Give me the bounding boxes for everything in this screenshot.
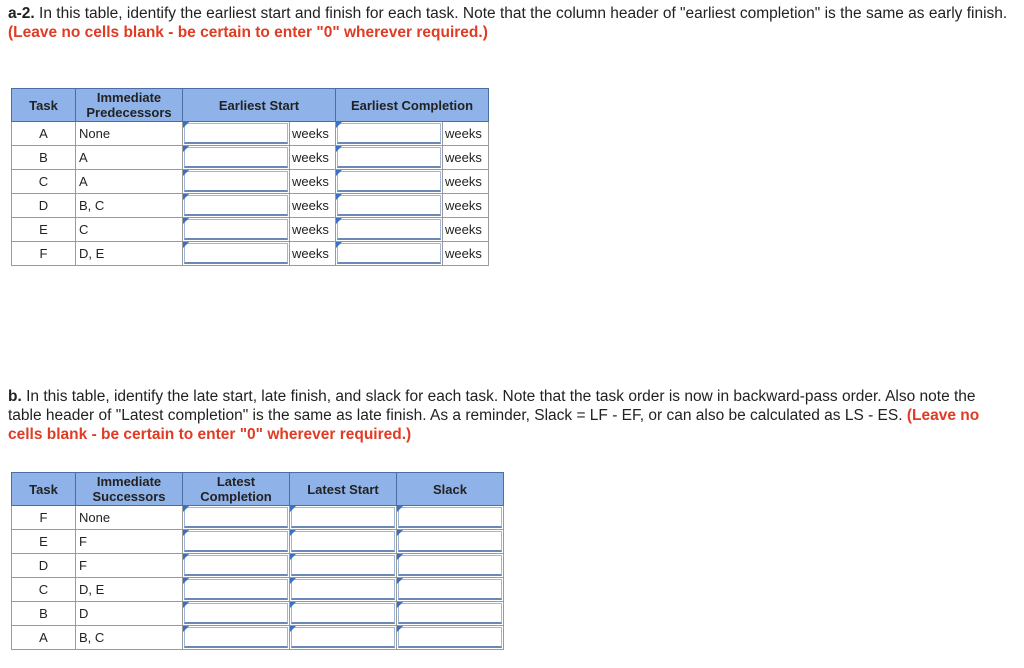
latest-start-cell bbox=[290, 554, 397, 578]
table-row bbox=[12, 218, 489, 242]
question-a2-label: a-2. bbox=[8, 5, 35, 22]
latest-times-table bbox=[11, 472, 504, 650]
unit-label: weeks bbox=[290, 122, 336, 146]
answer-marker-icon bbox=[183, 506, 189, 512]
slack-input[interactable] bbox=[398, 507, 502, 528]
table-row bbox=[12, 626, 504, 650]
header-immediate-predecessors: Immediate Predecessors bbox=[76, 89, 183, 122]
task-cell: B bbox=[12, 602, 76, 626]
earliest-start-cell bbox=[183, 242, 290, 266]
task-cell: F bbox=[12, 506, 76, 530]
task-cell: A bbox=[12, 626, 76, 650]
latest-start-input[interactable] bbox=[291, 579, 395, 600]
table-b-header-row bbox=[12, 473, 504, 506]
question-b-label: b. bbox=[8, 388, 22, 405]
slack-input[interactable] bbox=[398, 531, 502, 552]
answer-marker-icon bbox=[290, 530, 296, 536]
latest-start-input[interactable] bbox=[291, 555, 395, 576]
unit-label: weeks bbox=[443, 122, 489, 146]
latest-completion-input[interactable] bbox=[184, 531, 288, 552]
header-earliest-completion: Earliest Completion bbox=[336, 89, 489, 122]
task-cell: D bbox=[12, 554, 76, 578]
slack-cell bbox=[397, 530, 504, 554]
table-a-header-row bbox=[12, 89, 489, 122]
answer-marker-icon bbox=[290, 602, 296, 608]
question-b-warning: (Leave no cells blank - be certain to enter "0" wherever required.) bbox=[8, 407, 980, 443]
latest-completion-cell bbox=[183, 626, 290, 650]
earliest-times-table bbox=[11, 88, 489, 266]
unit-label: weeks bbox=[443, 242, 489, 266]
answer-marker-icon bbox=[183, 554, 189, 560]
unit-label: weeks bbox=[290, 170, 336, 194]
slack-input[interactable] bbox=[398, 603, 502, 624]
answer-marker-icon bbox=[336, 242, 342, 248]
answer-marker-icon bbox=[397, 626, 403, 632]
slack-input[interactable] bbox=[398, 627, 502, 648]
task-cell: E bbox=[12, 218, 76, 242]
earliest-start-input[interactable] bbox=[184, 147, 288, 168]
unit-label: weeks bbox=[443, 170, 489, 194]
table-row bbox=[12, 194, 489, 218]
latest-completion-cell bbox=[183, 530, 290, 554]
answer-marker-icon bbox=[183, 602, 189, 608]
answer-marker-icon bbox=[397, 506, 403, 512]
answer-marker-icon bbox=[397, 554, 403, 560]
task-cell: E bbox=[12, 530, 76, 554]
latest-completion-cell bbox=[183, 602, 290, 626]
latest-start-input[interactable] bbox=[291, 603, 395, 624]
answer-marker-icon bbox=[183, 242, 189, 248]
task-cell: F bbox=[12, 242, 76, 266]
successors-cell: B, C bbox=[76, 626, 183, 650]
answer-marker-icon bbox=[183, 170, 189, 176]
slack-input[interactable] bbox=[398, 579, 502, 600]
answer-marker-icon bbox=[290, 626, 296, 632]
slack-cell bbox=[397, 578, 504, 602]
header-earliest-start: Earliest Start bbox=[183, 89, 336, 122]
table-row bbox=[12, 122, 489, 146]
earliest-completion-cell bbox=[336, 218, 443, 242]
unit-label: weeks bbox=[443, 146, 489, 170]
table-row bbox=[12, 506, 504, 530]
slack-input[interactable] bbox=[398, 555, 502, 576]
earliest-completion-cell bbox=[336, 146, 443, 170]
answer-marker-icon bbox=[183, 530, 189, 536]
earliest-completion-cell bbox=[336, 170, 443, 194]
slack-cell bbox=[397, 626, 504, 650]
latest-completion-input[interactable] bbox=[184, 603, 288, 624]
predecessors-cell: None bbox=[76, 122, 183, 146]
table-row bbox=[12, 554, 504, 578]
answer-marker-icon bbox=[290, 506, 296, 512]
slack-cell bbox=[397, 506, 504, 530]
answer-marker-icon bbox=[397, 530, 403, 536]
earliest-completion-cell bbox=[336, 122, 443, 146]
earliest-completion-input[interactable] bbox=[337, 195, 441, 216]
earliest-start-cell bbox=[183, 170, 290, 194]
question-a2-warning: (Leave no cells blank - be certain to enter "0" wherever required.) bbox=[8, 24, 488, 41]
latest-completion-cell bbox=[183, 506, 290, 530]
successors-cell: F bbox=[76, 530, 183, 554]
earliest-completion-cell bbox=[336, 194, 443, 218]
table-row bbox=[12, 242, 489, 266]
latest-start-cell bbox=[290, 506, 397, 530]
header-slack: Slack bbox=[397, 473, 504, 506]
earliest-start-input[interactable] bbox=[184, 219, 288, 240]
header-latest-completion: Latest Completion bbox=[183, 473, 290, 506]
slack-cell bbox=[397, 554, 504, 578]
earliest-start-cell bbox=[183, 146, 290, 170]
earliest-completion-input[interactable] bbox=[337, 219, 441, 240]
unit-label: weeks bbox=[443, 218, 489, 242]
question-a2-text: In this table, identify the earliest start and finish for each task. Note that the column header of "earliest completion" is the same as early finish. bbox=[39, 5, 1008, 22]
answer-marker-icon bbox=[183, 626, 189, 632]
table-row bbox=[12, 578, 504, 602]
answer-marker-icon bbox=[290, 554, 296, 560]
table-row bbox=[12, 170, 489, 194]
predecessors-cell: A bbox=[76, 146, 183, 170]
earliest-start-input[interactable] bbox=[184, 243, 288, 264]
unit-label: weeks bbox=[290, 146, 336, 170]
earliest-start-input[interactable] bbox=[184, 195, 288, 216]
earliest-start-input[interactable] bbox=[184, 171, 288, 192]
latest-completion-input[interactable] bbox=[184, 555, 288, 576]
answer-marker-icon bbox=[183, 194, 189, 200]
latest-completion-cell bbox=[183, 554, 290, 578]
earliest-completion-input[interactable] bbox=[337, 171, 441, 192]
task-cell: B bbox=[12, 146, 76, 170]
question-a2 bbox=[8, 4, 1013, 42]
table-row bbox=[12, 146, 489, 170]
table-row bbox=[12, 530, 504, 554]
latest-completion-input[interactable] bbox=[184, 507, 288, 528]
latest-start-input[interactable] bbox=[291, 531, 395, 552]
task-cell: C bbox=[12, 170, 76, 194]
unit-label: weeks bbox=[290, 194, 336, 218]
unit-label: weeks bbox=[290, 218, 336, 242]
predecessors-cell: D, E bbox=[76, 242, 183, 266]
successors-cell: F bbox=[76, 554, 183, 578]
question-b bbox=[8, 387, 1013, 444]
successors-cell: D bbox=[76, 602, 183, 626]
latest-start-cell bbox=[290, 530, 397, 554]
task-cell: A bbox=[12, 122, 76, 146]
answer-marker-icon bbox=[183, 218, 189, 224]
answer-marker-icon bbox=[183, 122, 189, 128]
task-cell: C bbox=[12, 578, 76, 602]
earliest-completion-input[interactable] bbox=[337, 123, 441, 144]
answer-marker-icon bbox=[183, 578, 189, 584]
answer-marker-icon bbox=[397, 602, 403, 608]
predecessors-cell: C bbox=[76, 218, 183, 242]
earliest-start-input[interactable] bbox=[184, 123, 288, 144]
latest-start-input[interactable] bbox=[291, 627, 395, 648]
answer-marker-icon bbox=[336, 218, 342, 224]
latest-start-cell bbox=[290, 578, 397, 602]
latest-completion-input[interactable] bbox=[184, 627, 288, 648]
earliest-completion-input[interactable] bbox=[337, 147, 441, 168]
answer-marker-icon bbox=[290, 578, 296, 584]
successors-cell: None bbox=[76, 506, 183, 530]
answer-marker-icon bbox=[336, 122, 342, 128]
header-immediate-successors: Immediate Successors bbox=[76, 473, 183, 506]
header-latest-start: Latest Start bbox=[290, 473, 397, 506]
answer-marker-icon bbox=[336, 170, 342, 176]
task-cell: D bbox=[12, 194, 76, 218]
answer-marker-icon bbox=[336, 146, 342, 152]
latest-start-cell bbox=[290, 602, 397, 626]
earliest-completion-input[interactable] bbox=[337, 243, 441, 264]
answer-marker-icon bbox=[183, 146, 189, 152]
earliest-start-cell bbox=[183, 122, 290, 146]
unit-label: weeks bbox=[443, 194, 489, 218]
successors-cell: D, E bbox=[76, 578, 183, 602]
question-b-text: In this table, identify the late start, late finish, and slack for each task. Note that the task order is now in backward-pass order. Also note the table header of "Latest completion" is the same as late finish. As a reminder, Slack = LF - EF, or can also be calculated as LS - ES. bbox=[8, 388, 976, 424]
predecessors-cell: B, C bbox=[76, 194, 183, 218]
earliest-start-cell bbox=[183, 194, 290, 218]
header-task: Task bbox=[12, 473, 76, 506]
predecessors-cell: A bbox=[76, 170, 183, 194]
header-task: Task bbox=[12, 89, 76, 122]
latest-start-input[interactable] bbox=[291, 507, 395, 528]
latest-start-cell bbox=[290, 626, 397, 650]
unit-label: weeks bbox=[290, 242, 336, 266]
latest-completion-cell bbox=[183, 578, 290, 602]
answer-marker-icon bbox=[397, 578, 403, 584]
slack-cell bbox=[397, 602, 504, 626]
answer-marker-icon bbox=[336, 194, 342, 200]
earliest-completion-cell bbox=[336, 242, 443, 266]
earliest-start-cell bbox=[183, 218, 290, 242]
table-row bbox=[12, 602, 504, 626]
latest-completion-input[interactable] bbox=[184, 579, 288, 600]
